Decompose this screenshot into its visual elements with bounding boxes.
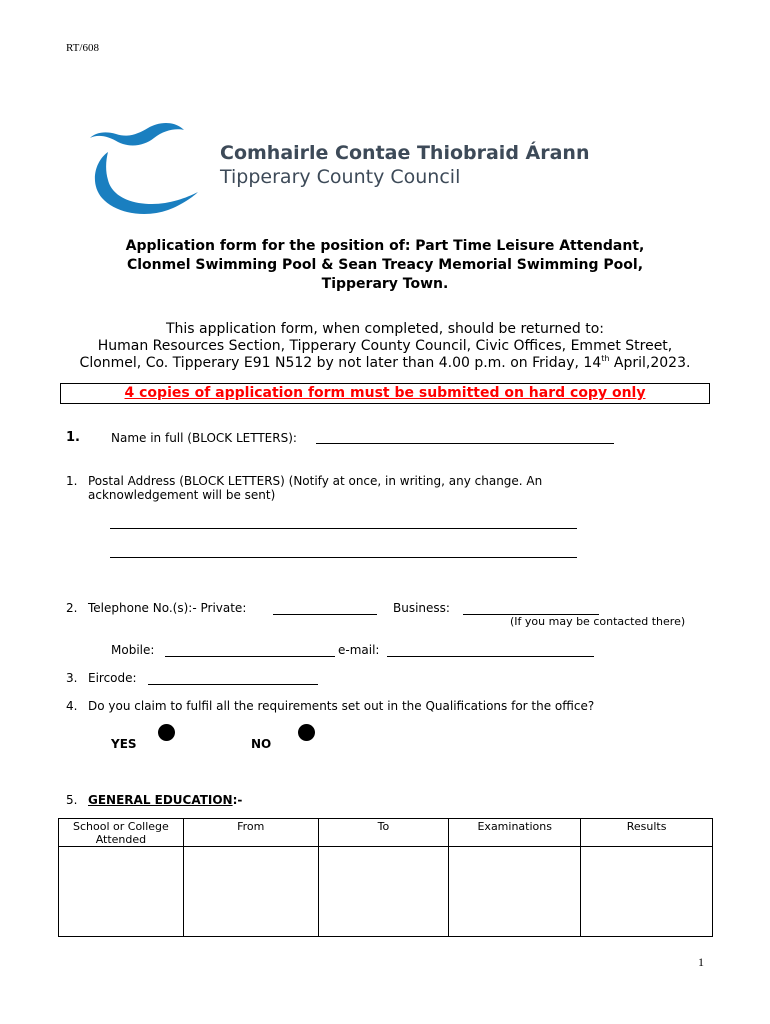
council-name-english: Tipperary County Council <box>220 166 461 188</box>
mobile-label: Mobile: <box>111 643 155 657</box>
telephone-private-label: Telephone No.(s):- Private: <box>88 601 247 615</box>
ordinal-suffix: th <box>601 354 610 363</box>
examinations-cell[interactable] <box>449 847 581 937</box>
column-header-to: To <box>318 819 449 847</box>
education-heading <box>88 793 242 807</box>
to-cell[interactable] <box>318 847 449 937</box>
business-phone-label: Business: <box>393 601 450 615</box>
qualifications-number: 4. <box>66 699 78 713</box>
title-line-1: Application form for the position of: Part Time Leisure Attendant, <box>125 238 645 254</box>
return-instructions <box>40 321 730 372</box>
email-field[interactable] <box>387 656 594 657</box>
notice-text: 4 copies of application form must be submitted on hard copy only <box>124 385 646 401</box>
name-field[interactable] <box>316 443 614 444</box>
form-reference: RT/608 <box>66 42 99 54</box>
table-row <box>59 847 713 937</box>
mobile-field[interactable] <box>165 656 335 657</box>
hard-copy-notice <box>60 383 710 404</box>
name-number: 1. <box>66 430 80 445</box>
private-phone-field[interactable] <box>273 614 377 615</box>
column-header-school: School or College Attended <box>59 819 184 847</box>
address-label-line-1: Postal Address (BLOCK LETTERS) (Notify at once, in writing, any change. An <box>88 474 543 488</box>
qualifications-question: Do you claim to fulfil all the requirements set out in the Qualifications for the office? <box>88 699 595 713</box>
education-number: 5. <box>66 793 78 807</box>
column-header-examinations: Examinations <box>449 819 581 847</box>
deadline-text: Clonmel, Co. Tipperary E91 N512 by not later than 4.00 p.m. on Friday, 14 <box>79 355 602 371</box>
education-table <box>58 818 713 937</box>
yes-radio[interactable] <box>158 724 175 741</box>
yes-label: YES <box>111 737 137 751</box>
deadline-date: April,2023. <box>609 355 691 371</box>
address-number: 1. <box>66 474 78 488</box>
telephone-number: 2. <box>66 601 78 615</box>
council-name-irish: Comhairle Contae Thiobraid Árann <box>220 142 590 164</box>
intro-line-2: Human Resources Section, Tipperary County Council, Civic Offices, Emmet Street, <box>97 338 673 354</box>
title-line-2: Clonmel Swimming Pool & Sean Treacy Memorial Swimming Pool, <box>126 257 644 273</box>
business-phone-note: (If you may be contacted there) <box>510 615 686 628</box>
school-cell[interactable] <box>59 847 184 937</box>
title-line-3: Tipperary Town. <box>321 276 449 292</box>
results-cell[interactable] <box>581 847 713 937</box>
no-radio[interactable] <box>298 724 315 741</box>
education-label: GENERAL EDUCATION <box>88 793 233 807</box>
council-logo-icon <box>86 118 206 218</box>
form-title <box>60 237 710 294</box>
address-label-line-2: acknowledgement will be sent) <box>88 488 276 502</box>
no-label: NO <box>251 737 272 751</box>
email-label: e-mail: <box>338 643 380 657</box>
address-field-line-1[interactable] <box>110 528 577 529</box>
from-cell[interactable] <box>183 847 318 937</box>
education-label-suffix: :- <box>232 793 243 807</box>
education-table-header <box>59 819 713 847</box>
column-header-results: Results <box>581 819 713 847</box>
eircode-field[interactable] <box>148 684 318 685</box>
eircode-number: 3. <box>66 671 78 685</box>
column-header-from: From <box>183 819 318 847</box>
page-number: 1 <box>698 955 704 969</box>
intro-line-1: This application form, when completed, should be returned to: <box>165 321 605 337</box>
intro-line-3 <box>40 355 730 372</box>
name-label: Name in full (BLOCK LETTERS): <box>111 431 297 445</box>
address-field-line-2[interactable] <box>110 557 577 558</box>
eircode-label: Eircode: <box>88 671 137 685</box>
